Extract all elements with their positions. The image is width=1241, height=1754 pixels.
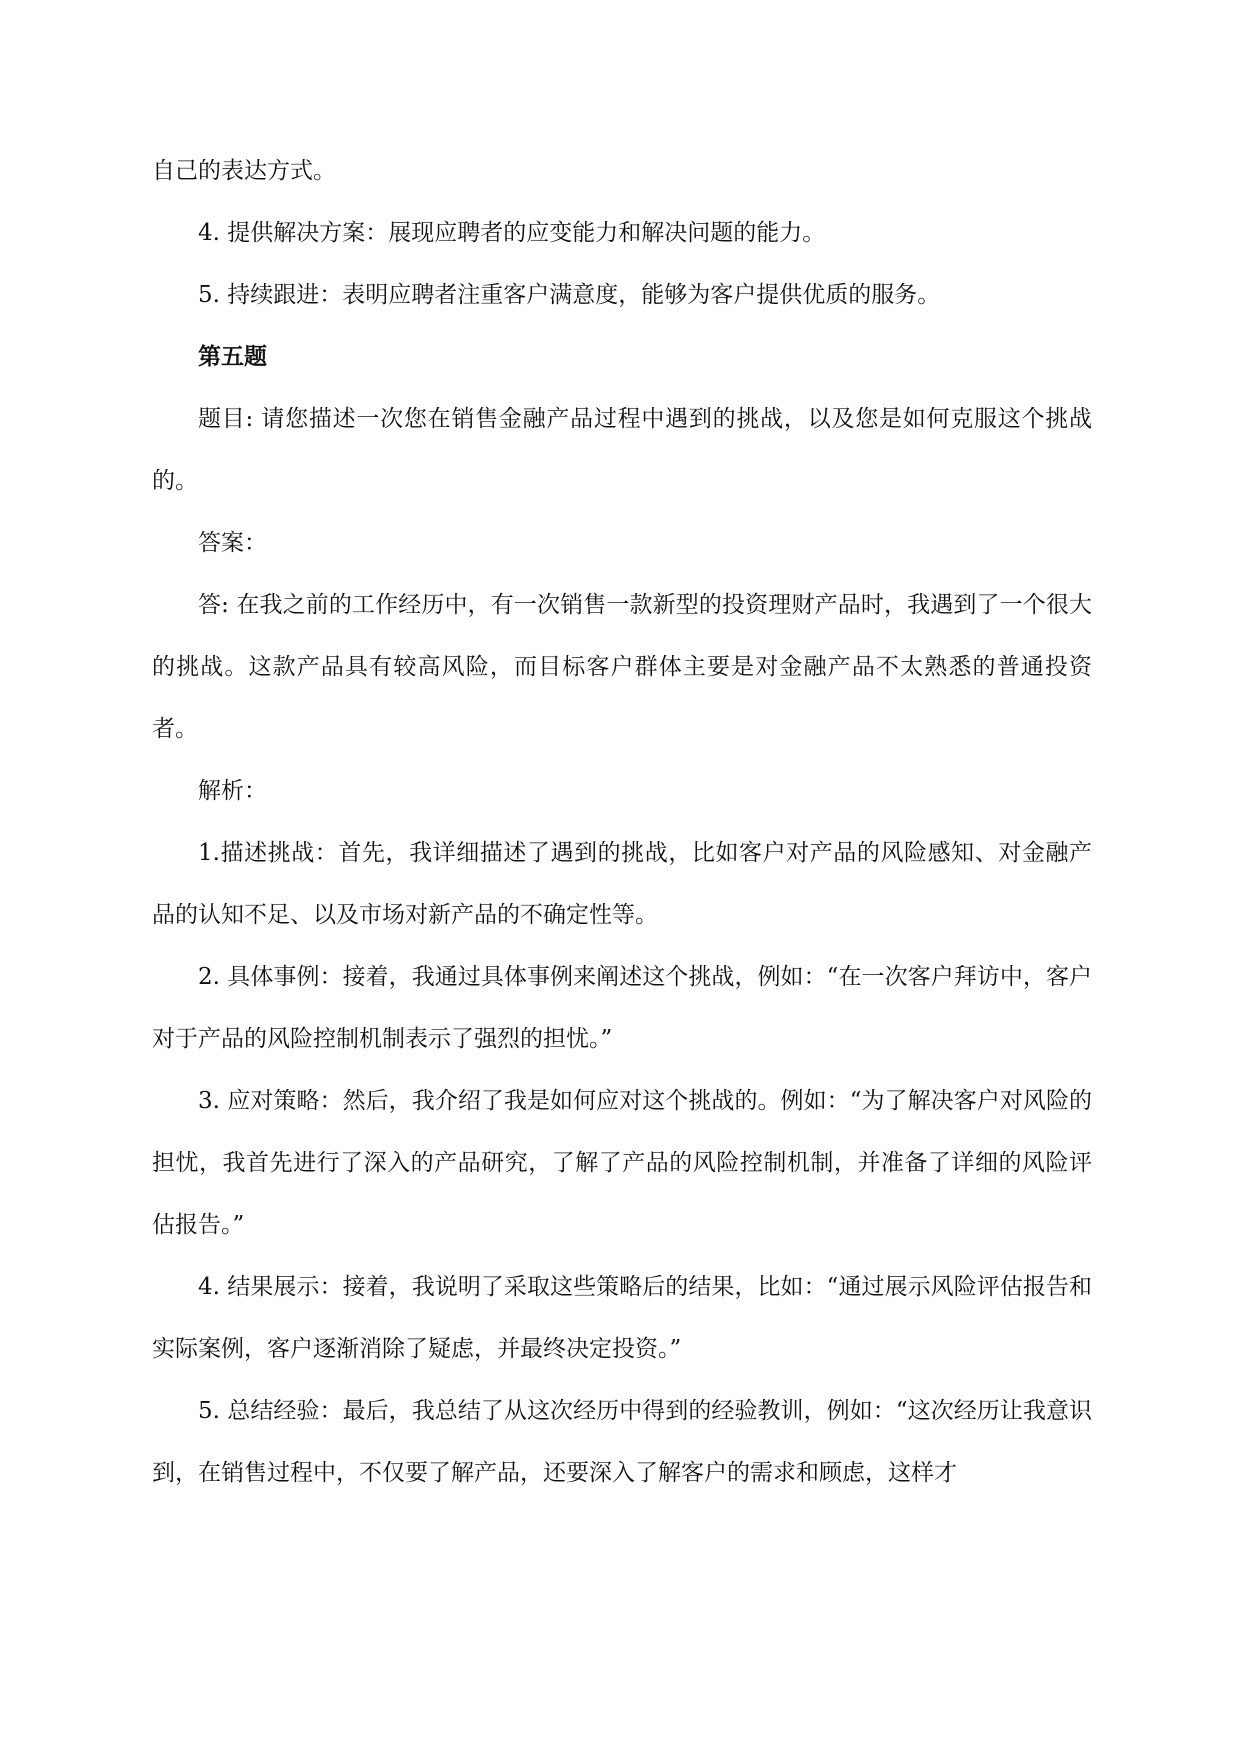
question-paragraph: 题目: 请您描述一次您在销售金融产品过程中遇到的挑战，以及您是如何克服这个挑战的。 <box>152 406 1092 494</box>
analysis-label: 解析： <box>198 778 267 804</box>
section-heading: 第五题 <box>198 343 267 370</box>
analysis-point-3: 3. 应对策略：然后，我介绍了我是如何应对这个挑战的。例如：“为了解决客户对风险的担忧，我首先进行了深入的产品研究，了解了产品的风险控制机制，并准备了详细的风险评估报告。” <box>152 1088 1092 1238</box>
answer-label: 答案： <box>198 530 267 556</box>
paragraph-point-4: 4. 提供解决方案：展现应聘者的应变能力和解决问题的能力。 <box>198 220 826 246</box>
analysis-point-4: 4. 结果展示：接着，我说明了采取这些策略后的结果，比如：“通过展示风险评估报告和实际案例，客户逐渐消除了疑虑，并最终决定投资。” <box>152 1274 1092 1362</box>
analysis-point-1: 1.描述挑战：首先，我详细描述了遇到的挑战，比如客户对产品的风险感知、对金融产品的认知不足、以及市场对新产品的不确定性等。 <box>152 840 1092 928</box>
paragraph-continuation: 自己的表达方式。 <box>152 158 336 184</box>
paragraph-point-5: 5. 持续跟进：表明应聘者注重客户满意度，能够为客户提供优质的服务。 <box>198 282 941 308</box>
analysis-point-5: 5. 总结经验：最后，我总结了从这次经历中得到的经验教训，例如：“这次经历让我意识到，在销售过程中，不仅要了解产品，还要深入了解客户的需求和顾虑，这样才 <box>152 1398 1092 1486</box>
document-body <box>152 140 1092 1504</box>
analysis-point-2: 2. 具体事例：接着，我通过具体事例来阐述这个挑战，例如：“在一次客户拜访中，客户对于产品的风险控制机制表示了强烈的担忧。” <box>152 964 1092 1052</box>
answer-paragraph: 答: 在我之前的工作经历中，有一次销售一款新型的投资理财产品时，我遇到了一个很大的挑战。这款产品具有较高风险，而目标客户群体主要是对金融产品不太熟悉的普通投资者。 <box>152 592 1092 742</box>
